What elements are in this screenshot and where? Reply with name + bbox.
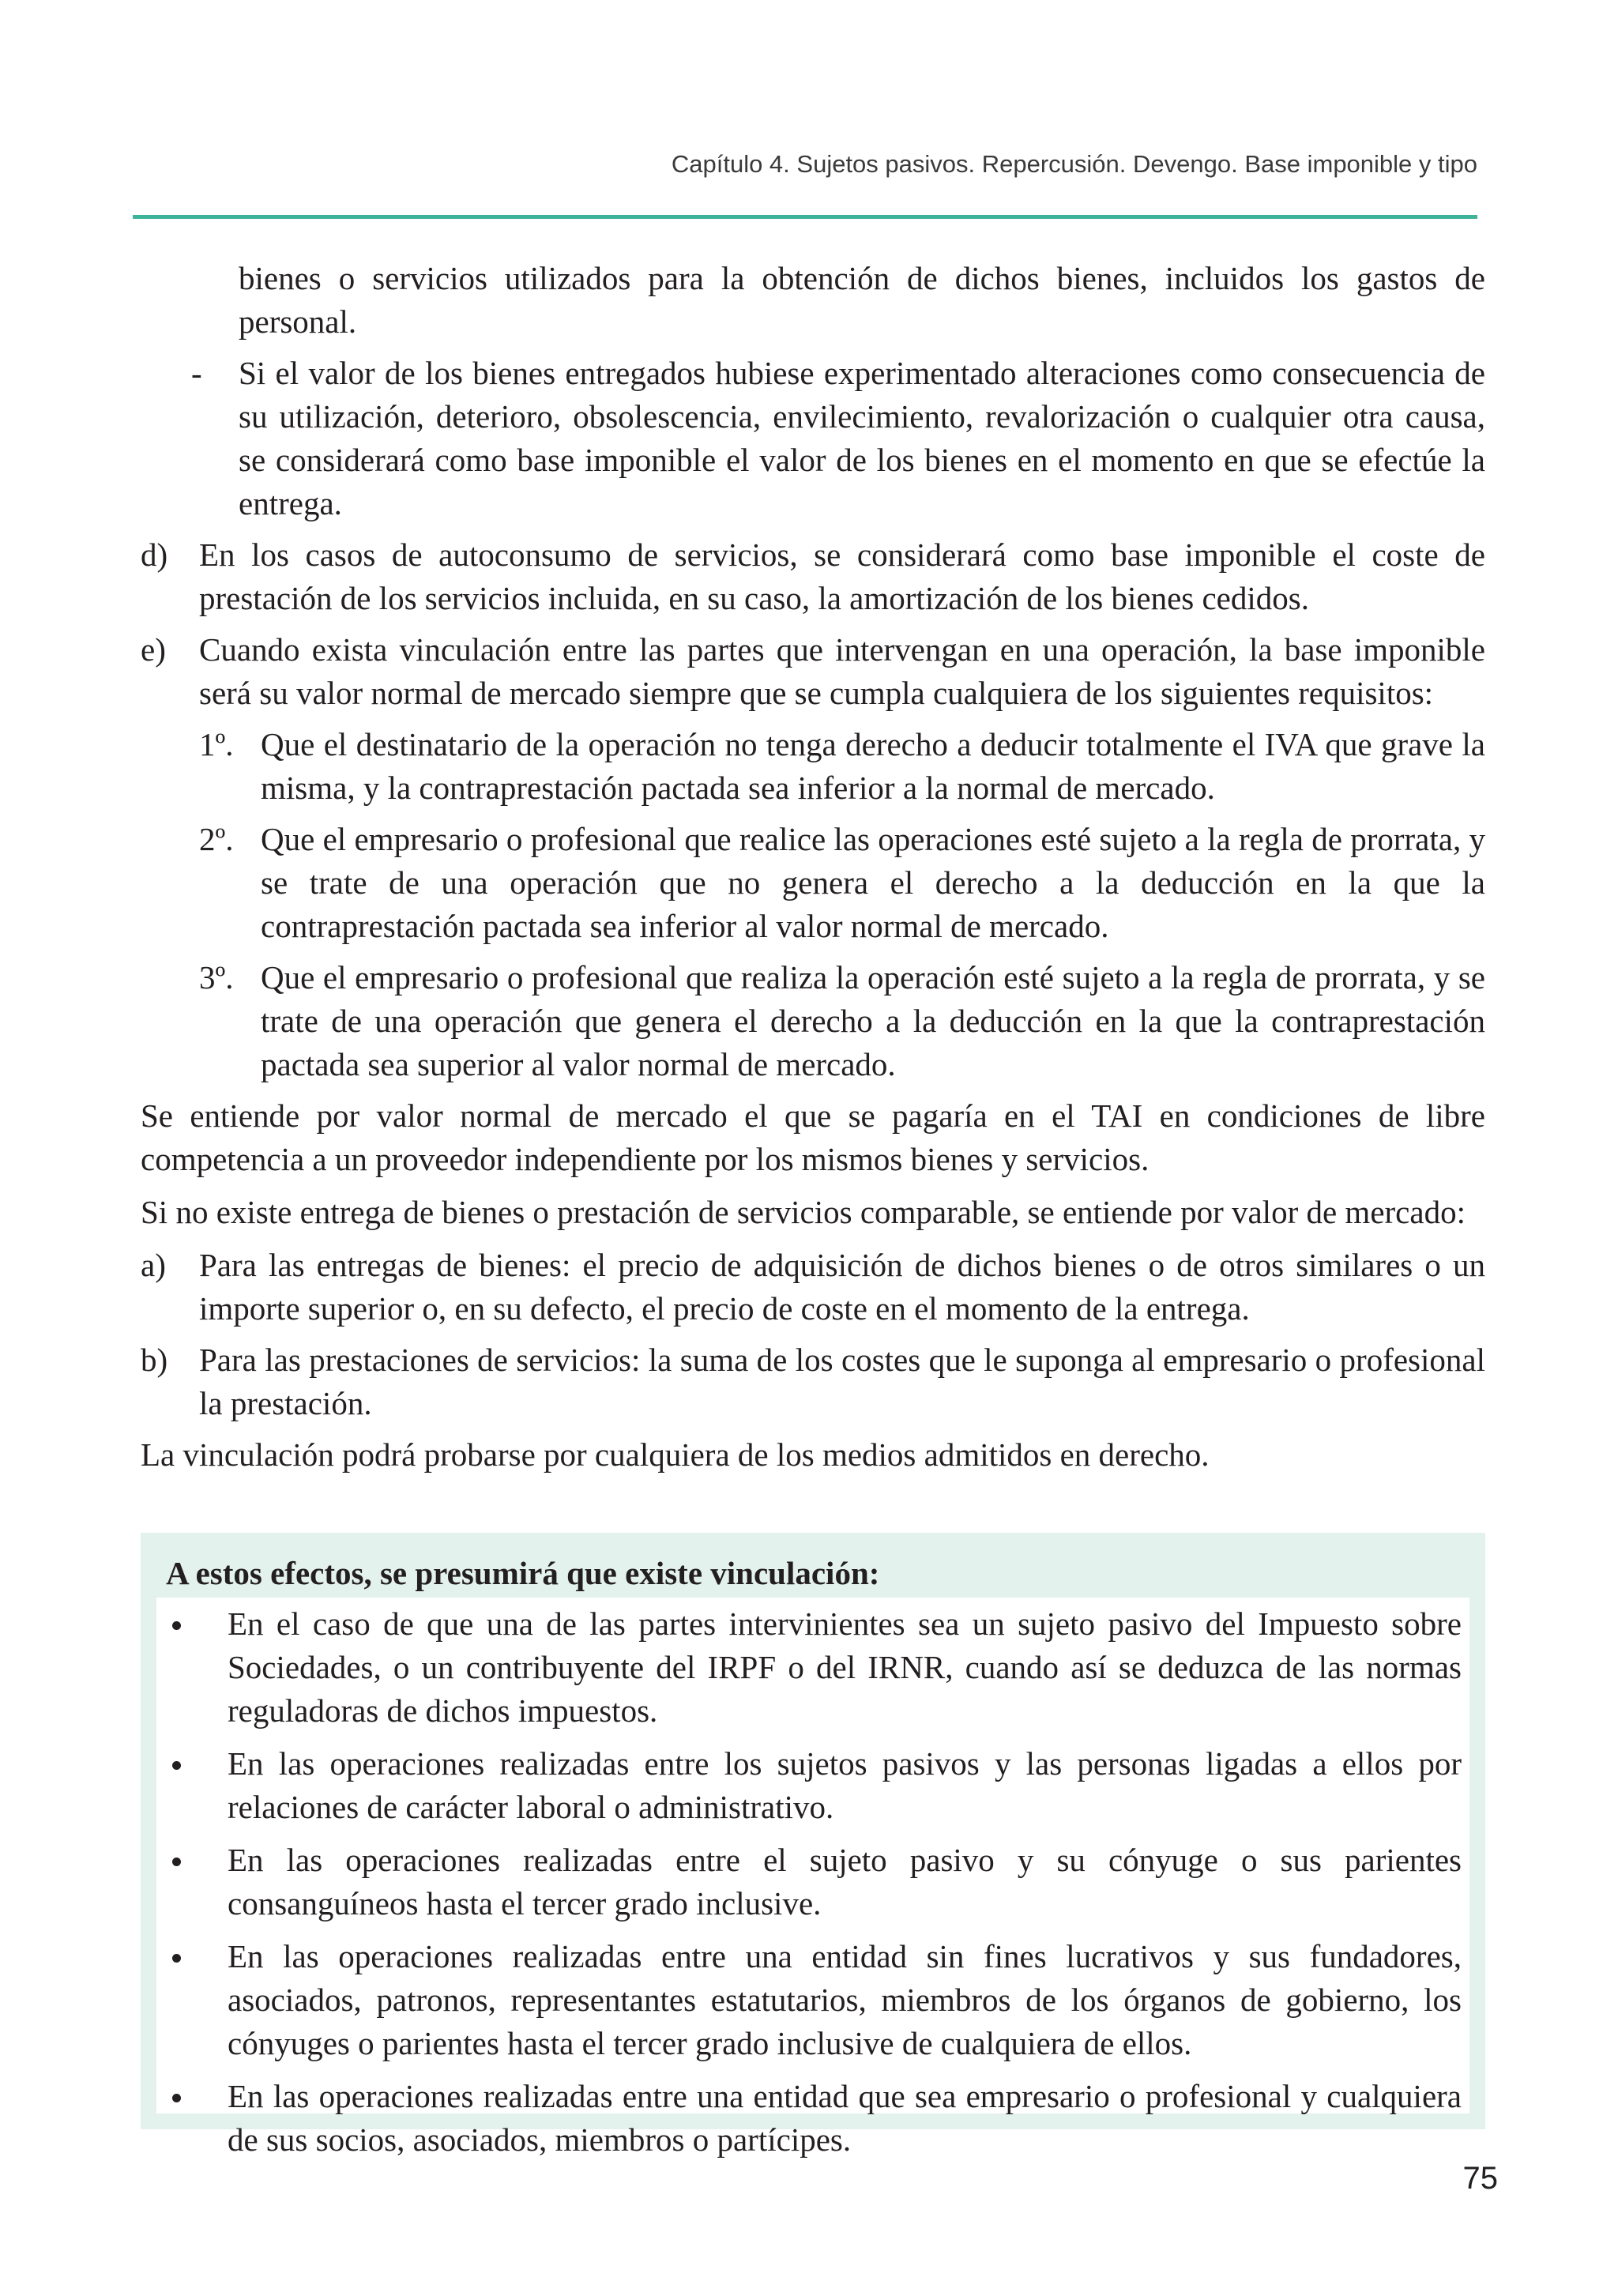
bullet-item-5 xyxy=(156,2075,1462,2162)
ordinal-text-3: Que el empresario o profesional que realiza la operación esté sujeto a la regla de prorrata, y se trate de una operación que genera el derecho a la deducción en la que la contraprestación pactada sea superior al valor normal de mercado. xyxy=(261,959,1485,1082)
page-number: 75 xyxy=(1462,2161,1498,2196)
bullet-item-2 xyxy=(156,1742,1462,1829)
bullet-dot-icon xyxy=(172,1954,181,1963)
dash-list-item xyxy=(141,352,1485,525)
ordinal-marker-3: 3º. xyxy=(199,959,234,996)
paragraph-normal-value: Se entiende por valor normal de mercado el que se pagaría en el TAI en condiciones de libre competencia a un proveedor independiente por los mismos bienes y servicios. xyxy=(141,1097,1485,1177)
bullet-item-1 xyxy=(156,1602,1462,1733)
bullet-list xyxy=(156,1602,1462,2171)
paragraph-proof: La vinculación podrá probarse por cualquiera de los medios admitidos en derecho. xyxy=(141,1436,1210,1473)
bullet-item-4 xyxy=(156,1935,1462,2065)
ordinal-text-2: Que el empresario o profesional que realice las operaciones esté sujeto a la regla de prorrata, y se trate de una operación que no genera el derecho a la deducción en la que la contraprestación pactada sea inferior al valor normal de mercado. xyxy=(261,821,1485,944)
bullet-dot-icon xyxy=(172,1858,181,1866)
list-item-e-text: Cuando exista vinculación entre las partes que intervengan en una operación, la base imponible será su valor normal de mercado siempre que se cumpla cualquiera de los siguientes requisitos: xyxy=(199,631,1485,711)
running-header: Capítulo 4. Sujetos pasivos. Repercusión. Devengo. Base imponible y tipo xyxy=(671,150,1477,178)
bullet-text-1: En el caso de que una de las partes intervinientes sea un sujeto pasivo del Impuesto sobre Sociedades, o un contribuyente del IRPF o del IRNR, cuando así se deduzca de las normas reguladoras de dichos impuestos. xyxy=(228,1605,1462,1729)
ordinal-text-1: Que el destinatario de la operación no tenga derecho a deducir totalmente el IVA que grave la misma, y la contraprestación pactada sea inferior a la normal de mercado. xyxy=(261,726,1485,806)
bullet-dot-icon xyxy=(172,2094,181,2102)
list-marker-b: b) xyxy=(141,1342,168,1378)
list-marker-e: e) xyxy=(141,631,166,668)
list-marker-a: a) xyxy=(141,1247,166,1283)
list-marker-d: d) xyxy=(141,536,168,573)
ordinal-marker-1: 1º. xyxy=(199,726,234,762)
ordinal-item-1 xyxy=(141,723,1485,810)
header-rule xyxy=(133,215,1477,219)
list-item-b-text: Para las prestaciones de servicios: la suma de los costes que le suponga al empresario o profesional la prestación. xyxy=(199,1342,1485,1421)
ordinal-marker-2: 2º. xyxy=(199,821,234,857)
list-item-b xyxy=(141,1338,1485,1425)
ordinal-item-2 xyxy=(141,818,1485,948)
list-item-a-text: Para las entregas de bienes: el precio de adquisición de dichos bienes o de otros similares o un importe superior o, en su defecto, el precio de coste en el momento de la entrega. xyxy=(199,1247,1485,1327)
box-inner-panel xyxy=(156,1598,1469,2158)
continued-paragraph: bienes o servicios utilizados para la obtención de dichos bienes, incluidos los gastos de personal. xyxy=(239,260,1485,340)
list-item-d-text: En los casos de autoconsumo de servicios, se considerará como base imponible el coste de prestación de los servicios incluida, en su caso, la amortización de los bienes cedidos. xyxy=(199,536,1485,616)
bullet-item-3 xyxy=(156,1839,1462,1925)
bullet-dot-icon xyxy=(172,1621,181,1630)
bullet-dot-icon xyxy=(172,1761,181,1770)
list-item-a xyxy=(141,1244,1485,1331)
bullet-text-5: En las operaciones realizadas entre una entidad que sea empresario o profesional y cualquiera de sus socios, asociados, miembros o partícipes. xyxy=(228,2078,1462,2158)
main-content xyxy=(141,257,1485,1486)
dash-marker: - xyxy=(191,355,202,391)
bullet-text-2: En las operaciones realizadas entre los sujetos pasivos y las personas ligadas a ellos por relaciones de carácter laboral o administrativo. xyxy=(228,1745,1462,1825)
list-item-d xyxy=(141,533,1485,620)
dash-item-text: Si el valor de los bienes entregados hubiese experimentado alteraciones como consecuencia de su utilización, deterioro, obsolescencia, envilecimiento, revalorización o cualquier otra causa, se considerará como base imponible el valor de los bienes en el momento en que se efectúe la entrega. xyxy=(239,355,1485,521)
box-title: A estos efectos, se presumirá que existe vinculación: xyxy=(166,1555,880,1591)
list-item-e xyxy=(141,628,1485,715)
ordinal-item-3 xyxy=(141,956,1485,1086)
vinculation-box xyxy=(141,1533,1485,2158)
paragraph-no-comparable: Si no existe entrega de bienes o prestación de servicios comparable, se entiende por valor de mercado: xyxy=(141,1194,1466,1230)
bullet-text-3: En las operaciones realizadas entre el sujeto pasivo y su cónyuge o sus parientes consanguíneos hasta el tercer grado inclusive. xyxy=(228,1842,1462,1921)
bullet-text-4: En las operaciones realizadas entre una entidad sin fines lucrativos y sus fundadores, asociados, patronos, representantes estatutarios, miembros de los órganos de gobierno, los cónyuges o parientes hasta el tercer grado inclusive de cualquiera de ellos. xyxy=(228,1938,1462,2061)
